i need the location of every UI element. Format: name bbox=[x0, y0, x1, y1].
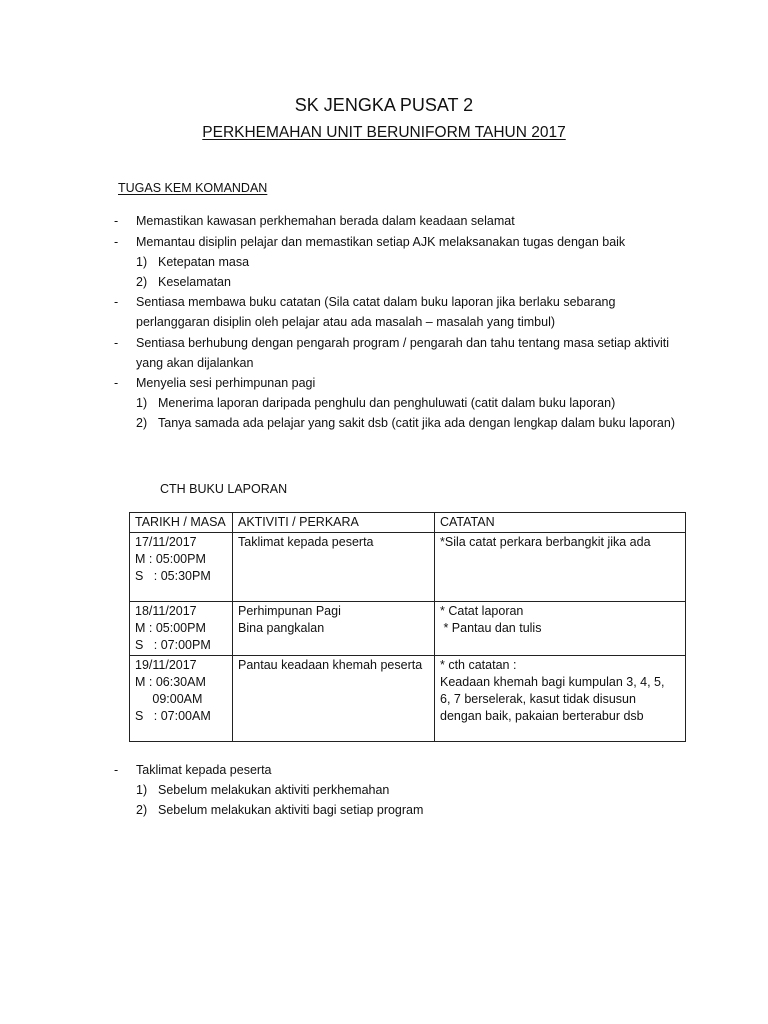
bullet-dash: - bbox=[114, 295, 119, 309]
cell-line: M : 06:30AM bbox=[135, 675, 206, 689]
table-row bbox=[130, 656, 686, 742]
cell-line: S : 07:00AM bbox=[135, 709, 211, 723]
cell-line: * cth catatan : bbox=[440, 658, 517, 672]
table-row bbox=[130, 602, 686, 656]
cell-line: *Sila catat perkara berbangkit jika ada bbox=[440, 535, 651, 549]
cell-line: 18/11/2017 bbox=[135, 604, 197, 618]
bullet-dash: - bbox=[114, 336, 119, 350]
cell-line: 09:00AM bbox=[135, 692, 203, 706]
cell-date bbox=[130, 602, 233, 656]
list-item-text: Memastikan kawasan perkhemahan berada dalam keadaan selamat bbox=[136, 214, 515, 228]
numbered-item-text: Sebelum melakukan aktiviti bagi setiap program bbox=[158, 803, 424, 817]
cell-activity bbox=[233, 533, 435, 602]
list-item-text: Taklimat kepada peserta bbox=[136, 763, 272, 777]
event-title bbox=[0, 123, 768, 143]
list-item-text: Menyelia sesi perhimpunan pagi bbox=[136, 376, 316, 390]
cell-line: Perhimpunan Pagi bbox=[238, 604, 341, 618]
section-heading: TUGAS KEM KOMANDAN bbox=[118, 181, 268, 195]
cell-note bbox=[435, 656, 686, 742]
event-title-text: PERKHEMAHAN UNIT BERUNIFORM TAHUN 2017 bbox=[202, 124, 566, 141]
cell-note bbox=[435, 533, 686, 602]
cell-line: 6, 7 berselerak, kasut tidak disusun bbox=[440, 692, 636, 706]
cell-activity bbox=[233, 602, 435, 656]
cell-line: S : 05:30PM bbox=[135, 569, 211, 583]
cell-line: M : 05:00PM bbox=[135, 552, 206, 566]
numbered-item-text: Sebelum melakukan aktiviti perkhemahan bbox=[158, 783, 390, 797]
numbered-item-text: Menerima laporan daripada penghulu dan penghuluwati (catit dalam buku laporan) bbox=[158, 396, 616, 410]
bullet-dash: - bbox=[114, 763, 119, 777]
numbered-item-text: Tanya samada ada pelajar yang sakit dsb (catit jika ada dengan lengkap dalam buku laporan) bbox=[158, 416, 675, 430]
item-number: 2) bbox=[136, 803, 148, 817]
table-header-row bbox=[130, 513, 686, 533]
list-item-text: Sentiasa membawa buku catatan (Sila catat dalam buku laporan jika berlaku sebarang bbox=[136, 295, 616, 309]
bullet-dash: - bbox=[114, 376, 119, 390]
bullet-dash: - bbox=[114, 214, 119, 228]
item-number: 1) bbox=[136, 255, 148, 269]
cell-line: Bina pangkalan bbox=[238, 621, 325, 635]
numbered-item-text: Ketepatan masa bbox=[158, 255, 250, 269]
item-number: 1) bbox=[136, 396, 148, 410]
bullet-dash: - bbox=[114, 235, 119, 249]
item-number: 2) bbox=[136, 275, 148, 289]
header-activity: AKTIVITI / PERKARA bbox=[233, 513, 435, 533]
list-item-continuation: yang akan dijalankan bbox=[136, 356, 254, 370]
table-caption: CTH BUKU LAPORAN bbox=[160, 482, 288, 496]
cell-date bbox=[130, 656, 233, 742]
cell-line: S : 07:00PM bbox=[135, 638, 211, 652]
cell-date bbox=[130, 533, 233, 602]
cell-line: Pantau keadaan khemah peserta bbox=[238, 658, 423, 672]
cell-line: Keadaan khemah bagi kumpulan 3, 4, 5, bbox=[440, 675, 665, 689]
report-table bbox=[129, 512, 686, 742]
list-item-text: Sentiasa berhubung dengan pengarah program / pengarah dan tahu tentang masa setiap aktiviti bbox=[136, 336, 670, 350]
cell-line: Taklimat kepada peserta bbox=[238, 535, 374, 549]
item-number: 1) bbox=[136, 783, 148, 797]
item-number: 2) bbox=[136, 416, 148, 430]
header-date: TARIKH / MASA bbox=[130, 513, 233, 533]
cell-line: 19/11/2017 bbox=[135, 658, 197, 672]
cell-line: M : 05:00PM bbox=[135, 621, 206, 635]
cell-line: 17/11/2017 bbox=[135, 535, 197, 549]
numbered-item-text: Keselamatan bbox=[158, 275, 231, 289]
school-title: SK JENGKA PUSAT 2 bbox=[294, 95, 474, 115]
cell-line: * Pantau dan tulis bbox=[440, 621, 542, 635]
table-row bbox=[130, 533, 686, 602]
cell-note bbox=[435, 602, 686, 656]
cell-line: * Catat laporan bbox=[440, 604, 524, 618]
list-item-continuation: perlanggaran disiplin oleh pelajar atau ada masalah – masalah yang timbul) bbox=[136, 315, 556, 329]
cell-activity bbox=[233, 656, 435, 742]
header-note: CATATAN bbox=[435, 513, 686, 533]
cell-line: dengan baik, pakaian berterabur dsb bbox=[440, 709, 644, 723]
list-item-text: Memantau disiplin pelajar dan memastikan setiap AJK melaksanakan tugas dengan baik bbox=[136, 235, 626, 249]
